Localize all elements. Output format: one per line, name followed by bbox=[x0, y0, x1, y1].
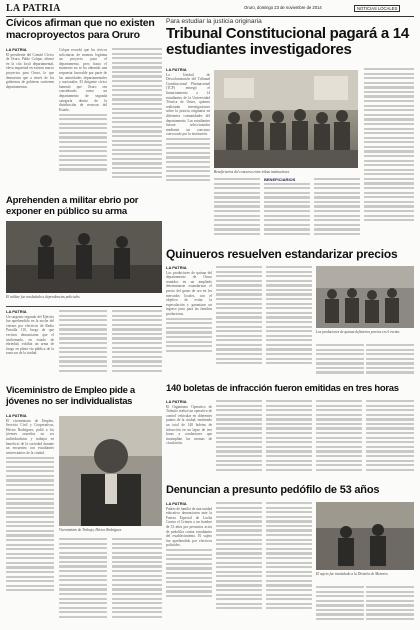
byline-viceministro: LA PATRIA bbox=[6, 414, 27, 418]
column-quinueros-5 bbox=[366, 344, 414, 380]
militar-photo-illustration bbox=[6, 221, 162, 293]
column-civicos-3 bbox=[112, 48, 162, 194]
photo-tribunal bbox=[214, 70, 358, 168]
caption-viceministro: Viceministro de Trabajo, Héctor Rodríguez. bbox=[59, 528, 122, 532]
text-tribunal: La Unidad de Descolonización del Tribunal Constitucional Plurinacional (TCP) entregó el financiamiento a 14 estudiantes de la Universidad Técnica de Oruro, quienes realizarán investigaciones sobre la justicia originaria en diferentes comunidades del departamento. Los estudiantes fueron seleccionados mediante un concurso convocado por la institución. bbox=[166, 72, 210, 137]
column-boletas-1 bbox=[166, 400, 212, 480]
column-quinueros-1 bbox=[166, 266, 212, 380]
text-militar: Un sargento segundo del Ejército fue aprehendido en la noche del viernes por efectivos de Radio Patrulla 110, luego de que vecinos denunciaran que el uniformado, en estado de ebriedad, exhibía un arma de fuego en plena vía pública de la zona sur de la ciudad. bbox=[6, 314, 54, 356]
column-quinueros-3 bbox=[266, 266, 312, 380]
column-boletas-3 bbox=[266, 400, 312, 480]
byline-civicos: LA PATRIA bbox=[6, 48, 27, 52]
byline-boletas: LA PATRIA bbox=[166, 400, 187, 404]
headline-militar: Aprehenden a militar ebrio por exponer en público su arma bbox=[6, 195, 139, 217]
column-tribunal-2 bbox=[214, 178, 260, 244]
column-boletas-5 bbox=[366, 400, 414, 480]
headline-tribunal: Tribunal Constitucional pagará a 14 estudiantes investigadores bbox=[166, 25, 409, 58]
byline-pedofilo: LA PATRIA bbox=[166, 502, 187, 506]
headline-viceministro: Viceministro de Empleo pide a jóvenes no ser individualistas bbox=[6, 385, 135, 407]
text-quinueros: Los productores de quinua del departamento de Oruro reunidos en un ampliado determinaron estandarizar el precio del grano de oro en los mercados locales, con el objetivo de evitar la especulación y garantizar un ingreso justo para las familias productoras. bbox=[166, 270, 212, 316]
photo-militar bbox=[6, 221, 162, 293]
column-pedofilo-1 bbox=[166, 502, 212, 626]
quinueros-photo-illustration bbox=[316, 266, 414, 328]
headline-quinueros: Quinueros resuelven estandarizar precios bbox=[166, 247, 398, 261]
column-pedofilo-3 bbox=[266, 502, 312, 626]
kicker-tribunal: Para estudiar la justicia originaria bbox=[166, 18, 262, 25]
caption-pedofilo: El sujeto fue trasladado a la División de Menores. bbox=[316, 572, 389, 576]
body-civicos bbox=[6, 48, 162, 194]
column-quinueros-4 bbox=[316, 344, 364, 380]
story-tribunal bbox=[166, 18, 414, 244]
column-civicos-1 bbox=[6, 48, 54, 194]
headline-boletas: 140 boletas de infracción fueron emitidas en tres horas bbox=[166, 383, 399, 394]
column-viceministro-1 bbox=[6, 414, 54, 626]
pedofilo-photo-illustration bbox=[316, 502, 414, 570]
byline-tribunal: LA PATRIA bbox=[166, 68, 187, 72]
subhead-tribunal: BENEFICIARIOS bbox=[264, 178, 296, 182]
caption-quinueros: Los productores de quinua definieron precios en el evento. bbox=[316, 330, 401, 334]
column-pedofilo-4 bbox=[316, 586, 364, 626]
masthead bbox=[6, 3, 414, 17]
section-label: NOTICIAS LOCALES bbox=[354, 5, 400, 12]
column-militar-1 bbox=[6, 310, 54, 382]
caption-militar: El militar fue trasladado a dependencias policiales. bbox=[6, 295, 81, 299]
photo-pedofilo bbox=[316, 502, 414, 570]
viceministro-photo-illustration bbox=[59, 416, 162, 526]
column-viceministro-2 bbox=[59, 538, 107, 626]
byline-militar: LA PATRIA bbox=[6, 310, 27, 314]
caption-tribunal: Beneficiarios del concurso entre tribus instituciones. bbox=[214, 170, 290, 174]
text-pedofilo: Padres de familia de una unidad educativa denunciaron ante la Fuerza Especial de Lucha Contra el Crimen a un hombre de 53 años por presuntos actos de pedofilia contra estudiantes del establecimiento. El sujeto fue aprehendido por efectivos policiales. bbox=[166, 506, 212, 548]
column-pedofilo-2 bbox=[216, 502, 262, 626]
headline-civicos: Cívicos afirman que no existen macroproyectos para Oruro bbox=[6, 17, 155, 41]
column-militar-3 bbox=[112, 310, 162, 382]
dateline: Oruro, domingo 23 de noviembre de 2014 bbox=[244, 5, 322, 10]
column-tribunal-4 bbox=[314, 178, 360, 244]
group-photo-illustration bbox=[214, 70, 358, 168]
newspaper-logo: LA PATRIA bbox=[6, 3, 61, 14]
column-civicos-2 bbox=[59, 48, 107, 194]
divider-militar-quinueros bbox=[6, 306, 162, 307]
story-quinueros bbox=[166, 248, 414, 380]
story-civicos bbox=[6, 18, 162, 194]
story-pedofilo bbox=[166, 484, 414, 626]
text-civicos: Colque recordó que los cívicos solicitaron de manera legitima un proyecto para el departamento, pero hasta el momento no se ha obtenido una respuesta favorable por parte de las autoridades departamentales y nacionales. El dirigente cívico lamentó que Oruro sea considerado como un departamento de segunda categoría dentro de la distribución de recursos del Estado. bbox=[59, 48, 107, 112]
column-tribunal-1 bbox=[166, 68, 210, 244]
photo-viceministro bbox=[59, 416, 162, 526]
story-militar bbox=[6, 196, 162, 304]
column-boletas-4 bbox=[316, 400, 362, 480]
column-pedofilo-5 bbox=[366, 586, 414, 626]
text-viceministro: El viceministro de Empleo, Servicio Civil y Cooperativas, Héctor Rodríguez, pidió a los jóvenes orureños no ser individualistas y trabajar en beneficio de la sociedad durante un encuentro con estudiantes universitarios de la ciudad. bbox=[6, 418, 54, 455]
column-militar-2 bbox=[59, 310, 107, 382]
photo-quinueros bbox=[316, 266, 414, 328]
byline-quinueros: LA PATRIA bbox=[166, 266, 187, 270]
text-boletas: El Organismo Operativo de Tránsito realizó un operativo de control vehicular en diferentes puntos de la ciudad, emitiendo un total de 140 boletas de infracción en un lapso de tres horas a conductores que incumplían las normas de circulación. bbox=[166, 404, 212, 446]
column-tribunal-3 bbox=[264, 178, 310, 244]
headline-pedofilo: Denuncian a presunto pedófilo de 53 años bbox=[166, 484, 380, 496]
body-militar bbox=[6, 310, 162, 382]
column-boletas-2 bbox=[216, 400, 262, 480]
column-tribunal-5 bbox=[364, 68, 414, 244]
story-viceministro bbox=[6, 386, 162, 626]
column-quinueros-2 bbox=[216, 266, 262, 380]
column-viceministro-3 bbox=[112, 538, 162, 626]
story-boletas bbox=[166, 384, 414, 480]
lead-civicos: El presidente del Comité Cívico de Oruro, Pablo Colque, afirmó en la cita local departamental, eleva inquietud en existen macro proyectos para Oruro, lo que demuestra que a través de los gobiernos de gobierno sostienen departamentos. bbox=[6, 52, 54, 89]
